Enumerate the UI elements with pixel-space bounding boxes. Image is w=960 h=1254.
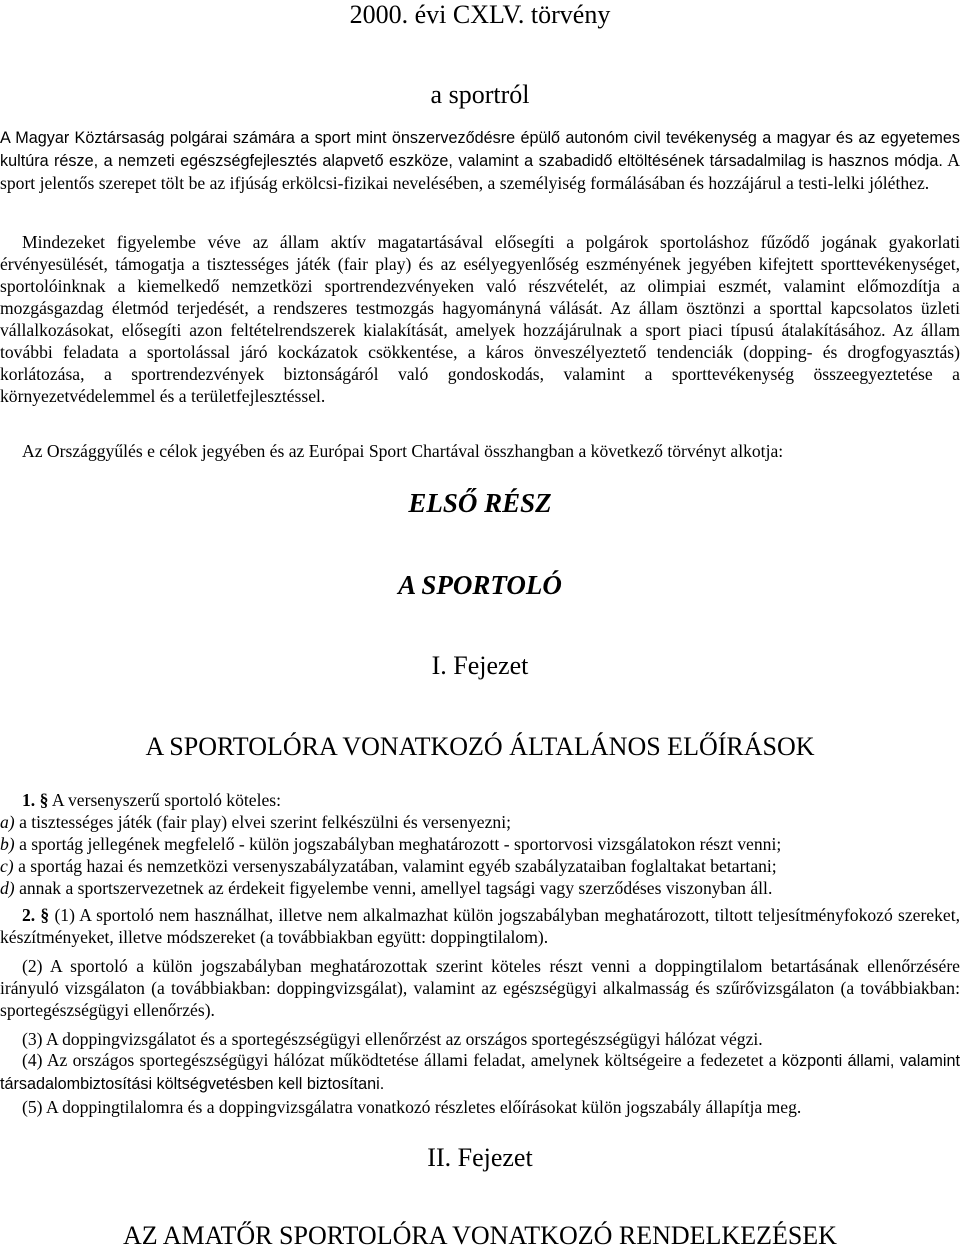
section-2-paragraph-1 bbox=[0, 904, 960, 948]
preamble-p1-tail: A sport jelentős szerepet tölt be az ifjúság erkölcsi-fizikai nevelésében, a személyiség formálásában és hozzájárul a testi-lelki jóléthez. bbox=[0, 150, 960, 193]
part-subtitle: A SPORTOLÓ bbox=[398, 570, 562, 600]
list-text: annak a sportszervezetnek az érdekeit figyelembe venni, amellyel tagsági vagy szerződéses viszonyban áll. bbox=[19, 878, 773, 898]
law-title: 2000. évi CXLV. törvény bbox=[349, 0, 611, 29]
section-1-intro bbox=[0, 789, 960, 811]
law-subtitle: a sportról bbox=[430, 80, 530, 109]
section-2-p4-lead: (4) Az országos sportegészségügyi hálózat működtetése állami feladat, amelynek költségeire a fedezetet a bbox=[22, 1050, 777, 1070]
list-text: a sportág hazai és nemzetközi versenyszabályzatában, valamint egyéb szabályzataiban foglaltakat betartani; bbox=[18, 856, 777, 876]
section-2-p1-text: (1) A sportoló nem használhat, illetve nem alkalmazhat külön jogszabályban meghatározott, tiltott teljesítményfokozó szereket, készítményeket, illetve módszereket (a továbbiakban együtt: doppingtilalom). bbox=[0, 905, 960, 947]
preamble-paragraph-3: Az Országgyűlés e célok jegyében és az Európai Sport Chartával összhangban a következő törvényt alkotja: bbox=[22, 441, 784, 461]
list-item-b bbox=[0, 833, 960, 855]
list-item-c bbox=[0, 855, 960, 877]
section-2-number: 2. bbox=[22, 905, 36, 925]
part-title: ELSŐ RÉSZ bbox=[408, 488, 552, 518]
chapter-1-title: A SPORTOLÓRA VONATKOZÓ ÁLTALÁNOS ELŐÍRÁSOK bbox=[145, 732, 815, 761]
list-letter: a) bbox=[0, 812, 15, 832]
list-letter: d) bbox=[0, 878, 15, 898]
section-2-paragraph-4 bbox=[0, 1049, 960, 1095]
section-2-paragraph-5: (5) A doppingtilalomra és a doppingvizsgálatra vonatkozó részletes előírásokat külön jogszabály állapítja meg. bbox=[22, 1097, 802, 1117]
preamble-paragraph-1 bbox=[0, 126, 960, 194]
chapter-1-number: I. Fejezet bbox=[431, 651, 529, 680]
list-text: a sportág jellegének megfelelő - külön jogszabályban meghatározott - sportorvosi vizsgálatokon részt venni; bbox=[19, 834, 782, 854]
section-2-paragraph-3: (3) A doppingvizsgálatot és a sportegészségügyi ellenőrzést az országos sportegészségügyi hálózat végzi. bbox=[22, 1029, 763, 1049]
list-letter: c) bbox=[0, 856, 14, 876]
preamble-paragraph-2: Mindezeket figyelembe véve az állam aktív magatartásával elősegíti a polgárok sportoláshoz fűződő jogának gyakorlati érvényesülését, támogatja a tisztességes játék (fair play) és az esélyegyenlőség eszményének jegyében kifejtett sporttevékenységet, sportolóinknak a kiemelkedő nemzetközi sportrendezvényeken való részvételét, az olimpiai eszmét, valamint előmozdítja a mozgásgazdag életmód terjedését, a rendszeres testmozgás hagyományná válását. Az állam ösztönzi a sporttal kapcsolatos üzleti vállalkozásokat, elősegíti azon feltételrendszerek kialakítását, amelyek hozzájárulnak a sport piaci típusú átalakításához. Az állam további feladata a sportolással járó kockázatok csökkentése, a káros önveszélyeztető tendenciák (dopping- és drogfogyasztás) korlátozása, a sportrendezvények biztonságáról való gondoskodás, valamint a sporttevékenység összeegyeztetése a környezetvédelemmel és a területfejlesztéssel. bbox=[0, 232, 960, 406]
section-1-intro-text: A versenyszerű sportoló köteles: bbox=[51, 790, 282, 810]
list-item-a bbox=[0, 811, 960, 833]
list-item-d bbox=[0, 877, 960, 899]
section-2-p4-tail: központi állami, valamint társadalombiztosítási költségvetésben kell biztosítani. bbox=[0, 1052, 960, 1093]
section-1-number: 1. bbox=[22, 790, 36, 810]
section-2-paragraph-2: (2) A sportoló a külön jogszabályban meghatározottak szerint köteles részt venni a doppingtilalom betartásának ellenőrzésére irányuló vizsgálaton (a továbbiakban: doppingvizsgálat), valamint az egészségügyi alkalmasság és szűrővizsgálaton (a továbbiakban: sportegészségügyi ellenőrzés). bbox=[0, 956, 960, 1020]
chapter-2-title: AZ AMATŐR SPORTOLÓRA VONATKOZÓ RENDELKEZÉSEK bbox=[123, 1221, 837, 1250]
chapter-2-number: II. Fejezet bbox=[427, 1143, 533, 1172]
list-text: a tisztességes játék (fair play) elvei szerint felkészülni és versenyezni; bbox=[19, 812, 511, 832]
section-1-symbol: § bbox=[39, 790, 49, 810]
section-2-symbol: § bbox=[40, 905, 50, 925]
list-letter: b) bbox=[0, 834, 15, 854]
preamble-p1-lead: A Magyar Köztársaság polgárai számára a sport mint önszerveződésre épülő autonóm civil tevékenység a magyar és az egyetemes kultúra része, a nemzeti egészségfejlesztés alapvető eszköze, valamint a szabadidő eltöltésének társadalmilag is hasznos módja. bbox=[0, 129, 960, 170]
